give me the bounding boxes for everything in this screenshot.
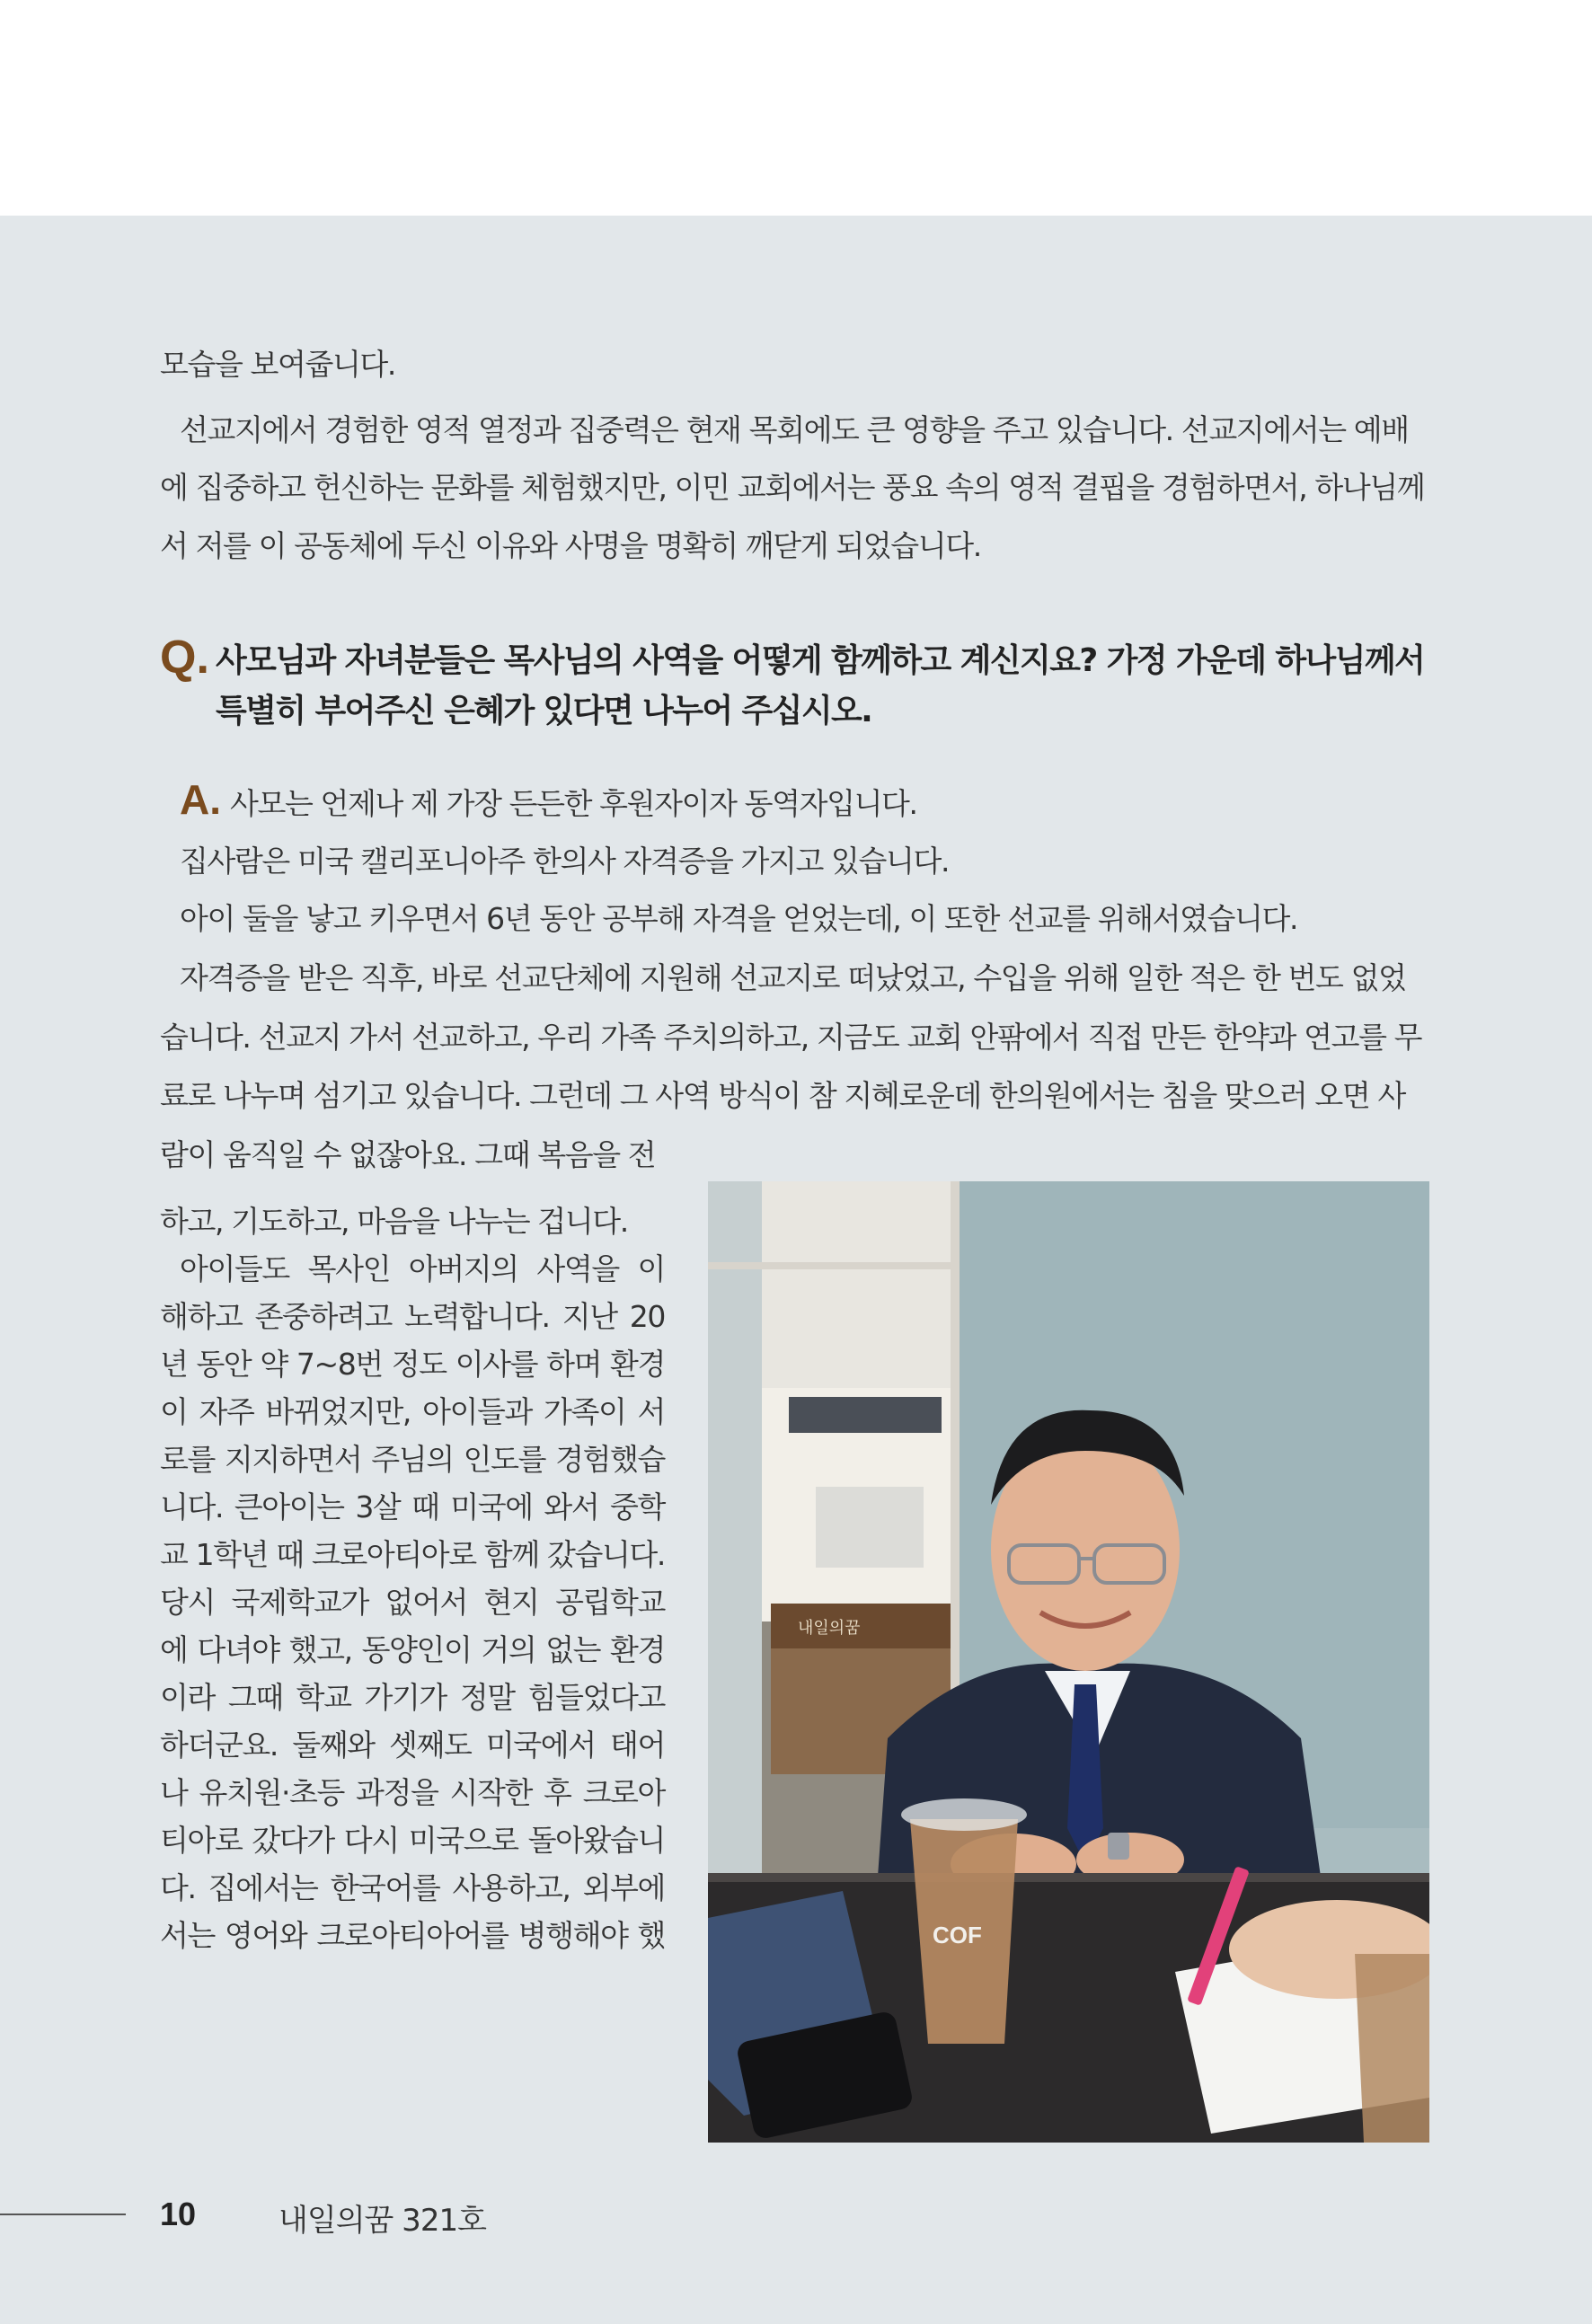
answer-first-line [180,777,1452,826]
column-line: 당시 국제학교가 없어서 현지 공립학교 [160,1585,665,1620]
column-line: 다. 집에서는 한국어를 사용하고, 외부에 [160,1870,665,1905]
answer-column [160,1197,665,1959]
column-line: 로를 지지하면서 주님의 인도를 경험했습 [160,1442,665,1477]
answer-marker: A. [180,777,221,823]
cup-label: COF [933,1922,982,1948]
answer-line: 집사람은 미국 캘리포니아주 한의사 자격증을 가지고 있습니다. [180,844,950,879]
column-line: 티아로 갔다가 다시 미국으로 돌아왔습니 [160,1823,665,1858]
paragraph-line: 에 집중하고 헌신하는 문화를 체험했지만, 이민 교회에서는 풍요 속의 영적 결핍을 경험하면서, 하나님께 [160,470,1425,505]
answer-line: 료로 나누며 섬기고 있습니다. 그런데 그 사역 방식이 참 지혜로운데 한의원에서는 침을 맞으러 오면 사 [160,1078,1405,1113]
paragraph-line: 선교지에서 경험한 영적 열정과 집중력은 현재 목회에도 큰 영향을 주고 있습니다. 선교지에서는 예배 [180,412,1409,447]
column-line: 교 1학년 때 크로아티아로 함께 갔습니다. [160,1537,665,1572]
column-line: 하고, 기도하고, 마음을 나누는 겁니다. [160,1204,628,1239]
photo-illustration [708,1181,1429,2143]
answer-line: 람이 움직일 수 없잖아요. 그때 복음을 전 [160,1137,656,1172]
question-line-1: 사모님과 자녀분들은 목사님의 사역을 어떻게 함께하고 계신지요? 가정 가운데 하나님께서 [216,642,1425,679]
magazine-title: 내일의꿈 321호 [279,2203,486,2239]
page-number: 10 [160,2196,197,2232]
column-line: 이 자주 바뀌었지만, 아이들과 가족이 서 [160,1394,665,1429]
answer-line: 자격증을 받은 직후, 바로 선교단체에 지원해 선교지로 떠났었고, 수입을 위해 일한 적은 한 번도 없었 [180,960,1406,995]
column-line: 이라 그때 학교 가기가 정말 힘들었다고 [160,1680,665,1715]
column-line: 아이들도 목사인 아버지의 사역을 이 [180,1251,665,1286]
column-line: 하더군요. 둘째와 셋째도 미국에서 태어 [160,1728,665,1763]
column-line: 년 동안 약 7~8번 정도 이사를 하며 환경 [160,1347,665,1382]
column-line: 에 다녀야 했고, 동양인이 거의 없는 환경 [160,1632,665,1667]
question-line-2: 특별히 부어주신 은혜가 있다면 나누어 주십시오. [216,693,872,729]
column-line: 서는 영어와 크로아티아어를 병행해야 했 [160,1918,665,1953]
paragraph-line: 모습을 보여줍니다. [160,347,396,382]
interview-photo [708,1181,1429,2143]
answer-line: 아이 둘을 낳고 키우면서 6년 동안 공부해 자격을 얻었는데, 이 또한 선교를 위해서였습니다. [180,901,1298,936]
answer-line: 사모는 언제나 제 가장 든든한 후원자이자 동역자입니다. [230,786,917,821]
footer-rule [0,2214,126,2215]
paragraph-line: 서 저를 이 공동체에 두신 이유와 사명을 명확히 깨닫게 되었습니다. [160,528,981,563]
column-line: 니다. 큰아이는 3살 때 미국에 와서 중학 [160,1489,665,1524]
interview-question [160,632,1436,737]
column-line: 해하고 존중하려고 노력합니다. 지난 20 [160,1299,665,1334]
column-line: 나 유치원·초등 과정을 시작한 후 크로아 [160,1775,665,1810]
question-marker: Q. [160,632,209,684]
cafe-sign: 내일의꿈 [798,1619,861,1638]
answer-line: 습니다. 선교지 가서 선교하고, 우리 가족 주치의하고, 지금도 교회 안팎에서 직접 만든 한약과 연고를 무 [160,1020,1422,1055]
